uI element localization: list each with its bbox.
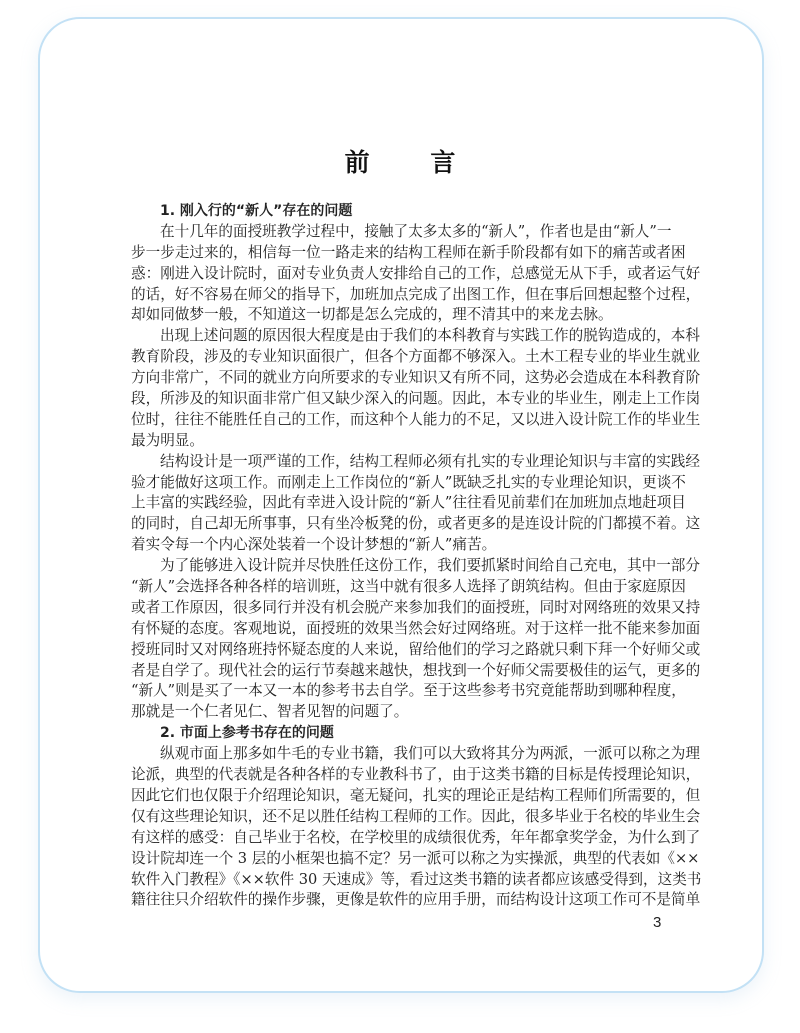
text-line: 者是自学了。现代社会的运行节奏越来越快，想找到一个好师父需要极佳的运气，更多的: [131, 661, 701, 679]
paragraph: [131, 556, 701, 723]
text-line: 惑：刚进入设计院时，面对专业负责人安排给自己的工作，总感觉无从下手，或者运气好: [131, 264, 701, 282]
text-line: 论派，典型的代表就是各种各样的专业教科书了，由于这类书籍的目标是传授理论知识，: [131, 766, 701, 784]
text-line: “新人”会选择各种各样的培训班，这当中就有很多人选择了朗筑结构。但由于家庭原因: [131, 578, 686, 596]
paragraph: [131, 452, 701, 556]
text-line: 位时，往往不能胜任自己的工作，而这种个人能力的不足，又以进入设计院工作的毕业生: [131, 410, 701, 428]
text-line: “新人”则是买了一本又一本的参考书去自学。至于这些参考书究竟能帮助到哪种程度，: [131, 682, 686, 700]
text-line: 段，所涉及的知识面非常广但又缺少深入的问题。因此，本专业的毕业生，刚走上工作岗: [131, 390, 701, 408]
text-line: 最为明显。: [131, 431, 204, 449]
text-line: 上丰富的实践经验，因此有幸进入设计院的“新人”往往看见前辈们在加班加点地赶项目: [131, 494, 686, 512]
text-line: 纵观市面上那多如牛毛的专业书籍，我们可以大致将其分为两派，一派可以称之为理: [160, 745, 700, 763]
text-line: 那就是一个仁者见仁、智者见智的问题了。: [131, 703, 409, 721]
text-line: 仅有这些理论知识，还不足以胜任结构工程师的工作。因此，很多毕业于名校的毕业生会: [131, 807, 701, 825]
text-line: 在十几年的面授班教学过程中，接触了太多太多的“新人”，作者也是由“新人”一: [160, 222, 672, 240]
text-line: 方向非常广，不同的就业方向所要求的专业知识又有所不同，这势必会造成在本科教育阶: [131, 369, 701, 387]
section-heading: 2. 市面上参考书存在的问题: [160, 725, 334, 742]
text-line: 籍往往只介绍软件的操作步骤，更像是软件的应用手册，而结构设计这项工作可不是简单: [131, 891, 701, 909]
text-line: 步一步走过来的，相信每一位一路走来的结构工程师在新手阶段都有如下的痛苦或者困: [131, 243, 686, 261]
text-line: 或者工作原因，很多同行并没有机会脱产来参加我们的面授班，同时对网络班的效果又持: [131, 598, 701, 616]
text-line: 有怀疑的态度。客观地说，面授班的效果当然会好过网络班。对于这样一批不能来参加面: [131, 619, 701, 637]
page-number: 3: [653, 914, 662, 931]
paragraph: [131, 222, 701, 326]
text-line: 的话，好不容易在师父的指导下，加班加点完成了出图工作，但在事后回想起整个过程，: [131, 285, 701, 303]
document-body: [131, 201, 702, 911]
text-line: 软件入门教程》《××软件 30 天速成》等，看过这类书籍的读者都应该感受得到，这类书: [131, 870, 702, 888]
text-line: 设计院却连一个 3 层的小框架也搞不定？另一派可以称之为实操派，典型的代表如《××: [131, 849, 700, 867]
paragraph: [131, 326, 701, 451]
text-line: 结构设计是一项严谨的工作，结构工程师必须有扎实的专业理论知识与丰富的实践经: [160, 452, 700, 470]
text-line: 的同时，自己却无所事事，只有坐冷板凳的份，或者更多的是连设计院的门都摸不着。这: [131, 515, 701, 533]
text-line: 出现上述问题的原因很大程度是由于我们的本科教育与实践工作的脱钩造成的，本科: [160, 327, 700, 345]
text-line: 却如同做梦一般，不知道这一切都是怎么完成的，理不清其中的来龙去脉。: [131, 306, 613, 324]
text-line: 因此它们也仅限于介绍理论知识，毫无疑问，扎实的理论正是结构工程师们所需要的，但: [131, 786, 701, 804]
page-title: 前 言: [344, 148, 482, 177]
section-heading: 1. 刚入行的“新人”存在的问题: [160, 203, 353, 219]
text-line: 有这样的感受：自己毕业于名校，在学校里的成绩很优秀，年年都拿奖学金，为什么到了: [131, 828, 701, 846]
text-line: 着实令每一个内心深处装着一个设计梦想的“新人”痛苦。: [131, 536, 497, 554]
paragraph: [131, 744, 702, 911]
text-line: 为了能够进入设计院并尽快胜任这份工作，我们要抓紧时间给自己充电，其中一部分: [160, 557, 700, 575]
text-line: 验才能做好这项工作。而刚走上工作岗位的“新人”既缺乏扎实的专业理论知识，更谈不: [131, 473, 686, 491]
text-line: 授班同时又对网络班持怀疑态度的人来说，留给他们的学习之路就只剩下拜一个好师父或: [131, 640, 701, 658]
text-line: 教育阶段，涉及的专业知识面很广，但各个方面都不够深入。土木工程专业的毕业生就业: [131, 348, 701, 366]
